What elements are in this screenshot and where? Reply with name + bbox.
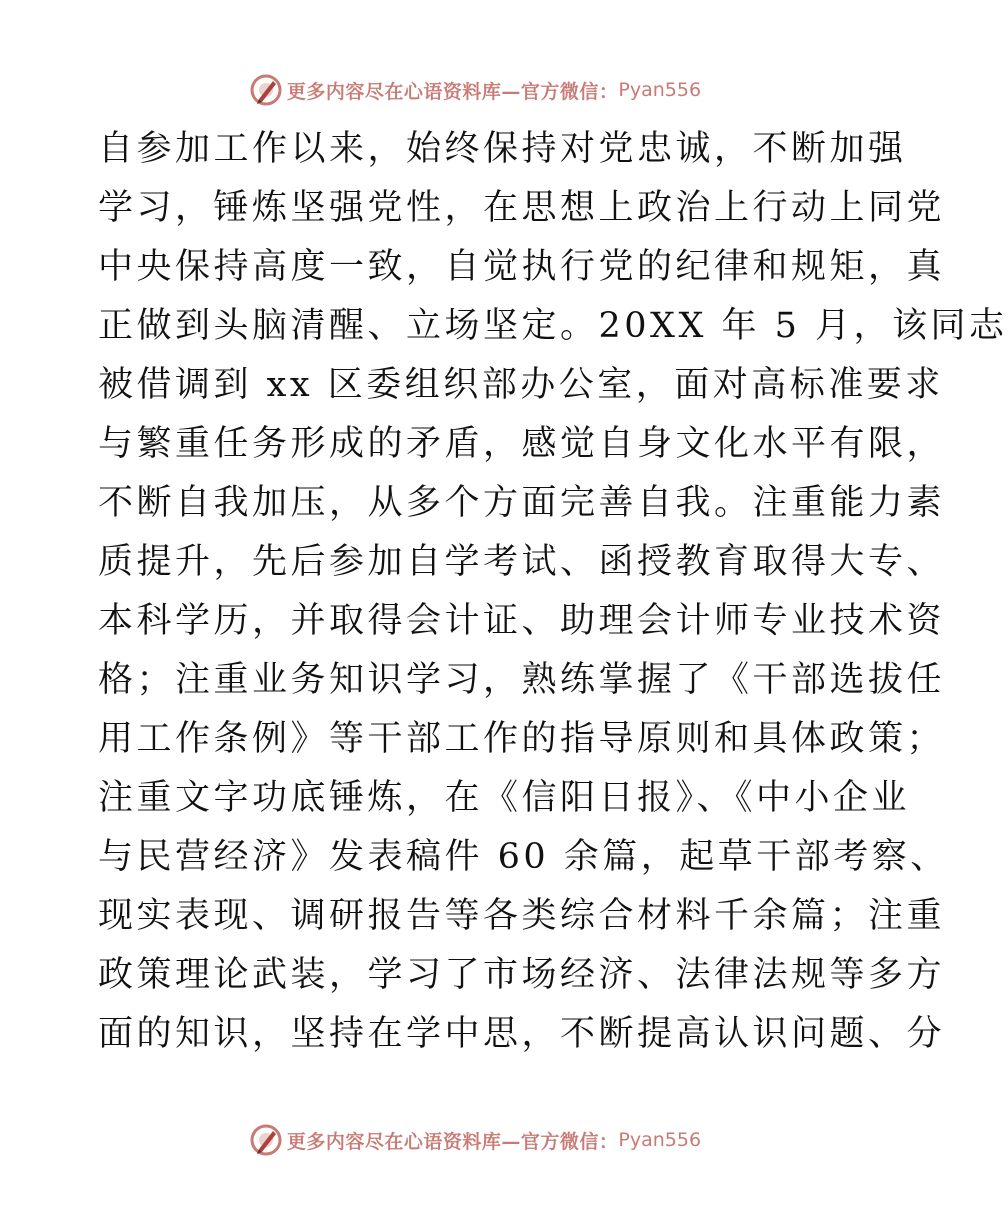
- text-line: 现实表现、调研报告等各类综合材料千余篇；注重: [98, 896, 946, 936]
- footer-banner: [0, 1120, 950, 1160]
- text-line: 面的知识，坚持在学中思，不断提高认识问题、分: [98, 1014, 946, 1054]
- header-banner-text: 更多内容尽在心语资料库—官方微信：: [286, 80, 619, 103]
- text-line: 学习，锤炼坚强党性，在思想上政治上行动上同党: [98, 188, 946, 228]
- footer-banner-account: Pyan556: [618, 1129, 702, 1151]
- pen-logo-icon: [249, 1123, 283, 1157]
- text-line: 正做到头脑清醒、立场坚定。20XX 年 5 月，该同志: [98, 306, 1008, 346]
- header-banner-account: Pyan556: [618, 79, 702, 101]
- text-line: 与民营经济》发表稿件 60 余篇，起草干部考察、: [98, 837, 949, 877]
- document-body: [98, 120, 1008, 1064]
- text-line: 不断自我加压，从多个方面完善自我。注重能力素: [98, 483, 946, 523]
- pen-logo-icon: [249, 73, 283, 107]
- text-line: 质提升，先后参加自学考试、函授教育取得大专、: [98, 542, 946, 582]
- text-line: 用工作条例》等干部工作的指导原则和具体政策；: [98, 719, 946, 759]
- text-line: 自参加工作以来，始终保持对党忠诚，不断加强: [98, 129, 907, 169]
- text-line: 与繁重任务形成的矛盾，感觉自身文化水平有限，: [98, 424, 946, 464]
- text-line: 本科学历，并取得会计证、助理会计师专业技术资: [98, 601, 946, 641]
- text-line: 注重文字功底锤炼，在《信阳日报》、《中小企业: [98, 778, 911, 818]
- text-line: 政策理论武装，学习了市场经济、法律法规等多方: [98, 955, 946, 995]
- header-banner: [0, 70, 950, 110]
- footer-banner-text: 更多内容尽在心语资料库—官方微信：: [286, 1130, 619, 1153]
- text-line: 中央保持高度一致，自觉执行党的纪律和规矩，真: [98, 247, 946, 287]
- text-line: 格；注重业务知识学习，熟练掌握了《干部选拔任: [98, 660, 946, 700]
- text-line: 被借调到 xx 区委组织部办公室，面对高标准要求: [98, 365, 944, 405]
